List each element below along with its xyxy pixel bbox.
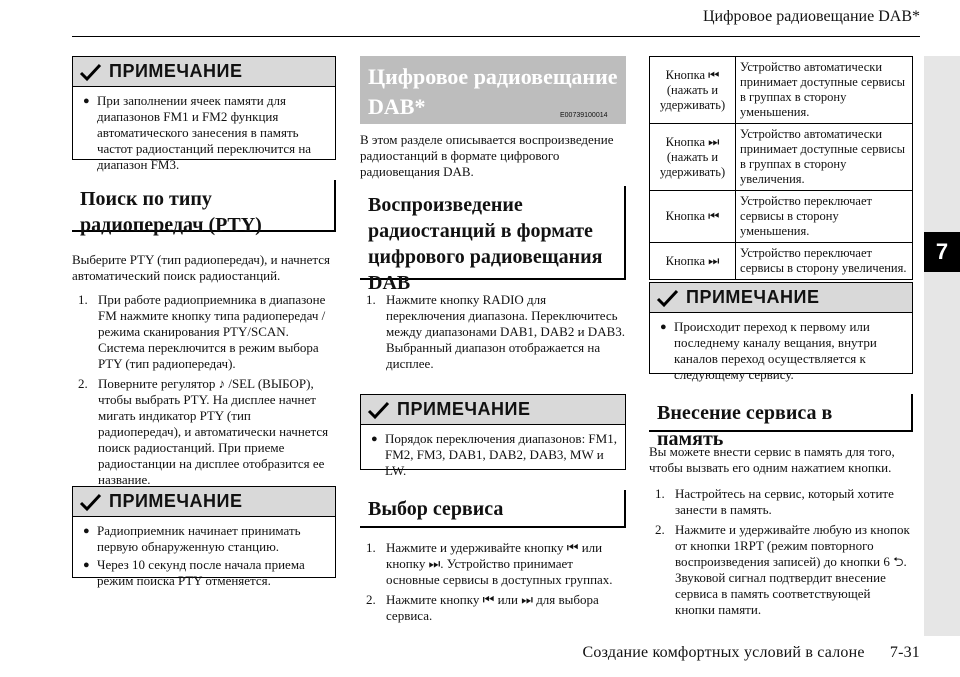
note-item: ● Радиоприемник начинает принимать первую обнаруженную станцию. — [83, 523, 301, 554]
table-cell-key: Кнопка ⏮ (нажать и удерживать) — [650, 57, 736, 124]
note-label: ПРИМЕЧАНИЕ — [397, 399, 531, 419]
section-heading-memory: Внесение сервиса в память — [649, 394, 913, 432]
table-cell-desc: Устройство переключает сервисы в сторону уменьшения. — [736, 191, 913, 243]
header-divider — [72, 36, 920, 37]
list-item: 1. Настройтесь на сервис, который хотите занести в память. — [655, 486, 894, 517]
section-heading-playback: Воспроизведение радиостанций в формате цифрового радиовещания DAB — [360, 186, 626, 280]
chapter-side-tab — [924, 56, 960, 636]
dab-intro: В этом разделе описывается воспроизведение радиостанций в формате цифрового радиовещания DAB. — [360, 132, 614, 179]
list-item: 2. Нажмите и удерживайте любую из кнопок от кнопки 1RPT (режим повторного воспроизведения записей) до кнопки 6 ⮌. Звуковой сигнал подтвердит внесение сервиса в память соответствующей кнопки памяти. — [655, 522, 910, 617]
table-cell-key: Кнопка ⏭ — [650, 243, 736, 280]
table-row — [650, 57, 913, 124]
note-item: ● Через 10 секунд после начала приема режим поиска PTY отменяется. — [83, 557, 305, 588]
note-box — [649, 282, 913, 382]
table-cell-desc: Устройство автоматически принимает доступные сервисы в группах в сторону увеличения. — [736, 124, 913, 191]
button-function-table — [649, 56, 913, 280]
note-item: ● При заполнении ячеек памяти для диапазонов FM1 и FM2 функция автоматического занесения в память частот радиостанций переключится на диапазон FM3. — [83, 93, 312, 172]
list-item: 1. При работе радиоприемника в диапазоне FM нажмите кнопку типа радиопередач / режима сканирования PTY/SCAN. Система переключится в режим выбора PTY (тип радиопередач). — [78, 292, 326, 371]
note-item: ● Происходит переход к первому или последнему каналу вещания, внутри каналов переход осуществляется к следующему сервису. — [660, 319, 877, 382]
note-label: ПРИМЕЧАНИЕ — [109, 61, 243, 81]
pencil-check-icon — [79, 492, 103, 512]
memory-steps — [655, 486, 913, 622]
note-box — [72, 56, 336, 172]
section-heading-pty: Поиск по типу радиопередач (PTY) — [72, 180, 336, 232]
note-header — [73, 57, 335, 87]
list-item: 1. Нажмите и удерживайте кнопку ⏮ или кнопку ⏭. Устройство принимает основные сервисы в доступных группах. — [366, 540, 613, 587]
note-header — [650, 283, 912, 313]
service-steps — [366, 540, 626, 628]
page-footer: Создание комфортных условий в салоне 7-31 — [582, 644, 920, 661]
section-heading-dab: Цифровое радиовещание DAB* — [360, 56, 626, 124]
table-row — [650, 243, 913, 280]
note-box — [360, 394, 626, 478]
note-header — [73, 487, 335, 517]
table-row — [650, 191, 913, 243]
chapter-number: 7 — [924, 232, 960, 272]
table-cell-key: Кнопка ⏭ (нажать и удерживать) — [650, 124, 736, 191]
page-header-title: Цифровое радиовещание DAB* — [702, 8, 920, 25]
table-cell-desc: Устройство автоматически принимает доступные сервисы в группах в сторону уменьшения. — [736, 57, 913, 124]
pencil-check-icon — [656, 288, 680, 308]
note-header — [361, 395, 625, 425]
list-item: 1. Нажмите кнопку RADIO для переключения диапазона. Переключитесь между диапазонами DAB1, DAB2 и DAB3. Выбранный диапазон отображается на дисплее. — [366, 292, 626, 371]
table-row — [650, 124, 913, 191]
document-code: E00739100014 — [560, 112, 608, 119]
pty-intro: Выберите PTY (тип радиопередач), и начнется автоматический поиск радиостанций. — [72, 252, 330, 283]
note-label: ПРИМЕЧАНИЕ — [686, 287, 820, 307]
pencil-check-icon — [367, 400, 391, 420]
play-steps — [366, 292, 626, 376]
table-cell-key: Кнопка ⏮ — [650, 191, 736, 243]
list-item: 2. Поверните регулятор ♪ /SEL (ВЫБОР), чтобы выбрать PTY. На дисплее начнет мигать индикатор PTY (тип радиопередач), и автоматически начнется поиск радиостанций. При приеме радиостанции на дисплее отобразится ее название. — [78, 376, 329, 487]
note-box — [72, 486, 336, 588]
section-heading-service: Выбор сервиса — [360, 490, 626, 528]
pty-steps — [78, 292, 336, 492]
pencil-check-icon — [79, 62, 103, 82]
note-label: ПРИМЕЧАНИЕ — [109, 491, 243, 511]
memory-intro: Вы можете внести сервис в память для того, чтобы вызвать его одним нажатием кнопки. — [649, 444, 895, 475]
note-item: ● Порядок переключения диапазонов: FM1, FM2, FM3, DAB1, DAB2, DAB3, MW и LW. — [371, 431, 617, 478]
table-cell-desc: Устройство переключает сервисы в сторону увеличения. — [736, 243, 913, 280]
list-item: 2. Нажмите кнопку ⏮ или ⏭ для выбора сервиса. — [366, 592, 599, 623]
